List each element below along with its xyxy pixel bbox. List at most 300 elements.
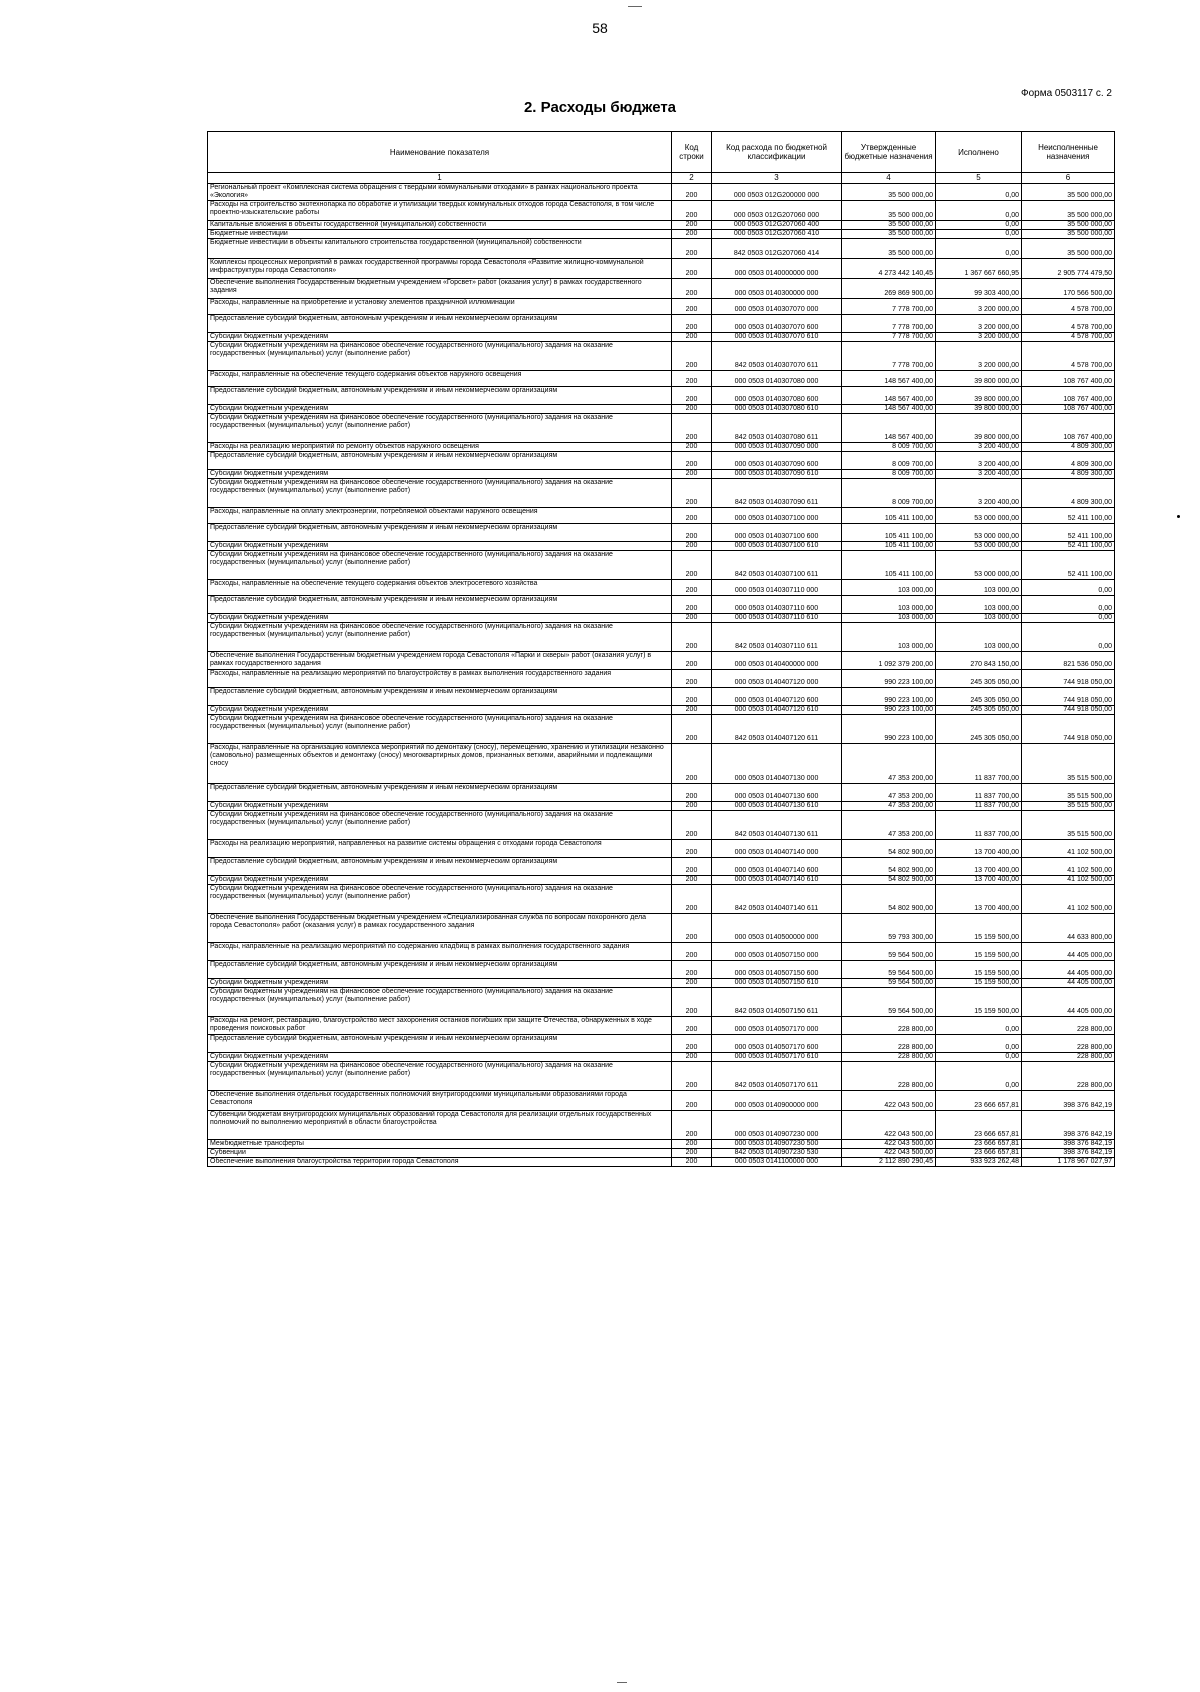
row-name: Расходы на ремонт, реставрацию, благоустройство мест захоронения останков погибших при защите Отечества, обнаруженных в ходе проведения поисковых работ: [208, 1017, 672, 1035]
row-executed: 3 200 400,00: [936, 479, 1022, 508]
row-unexecuted: 228 800,00: [1022, 1035, 1115, 1053]
row-name: Субсидии бюджетным учреждениям: [208, 802, 672, 811]
row-executed: 0,00: [936, 221, 1022, 230]
row-approved: 1 092 379 200,00: [842, 652, 936, 670]
row-approved: 59 564 500,00: [842, 979, 936, 988]
row-executed: 13 700 400,00: [936, 858, 1022, 876]
row-unexecuted: 170 566 500,00: [1022, 279, 1115, 299]
row-name: Бюджетные инвестиции в объекты капитального строительства государственной (муниципальной) собственности: [208, 239, 672, 259]
table-row: [208, 201, 1115, 221]
table-row: [208, 858, 1115, 876]
row-approved: 7 778 700,00: [842, 342, 936, 371]
row-line-code: 200: [672, 1158, 712, 1167]
table-row: [208, 239, 1115, 259]
row-classification-code: 000 0503 0140407140 610: [712, 876, 842, 885]
row-unexecuted: 52 411 100,00: [1022, 524, 1115, 542]
row-line-code: 200: [672, 230, 712, 239]
table-row: [208, 596, 1115, 614]
row-approved: 103 000,00: [842, 623, 936, 652]
row-name: Субсидии бюджетным учреждениям: [208, 470, 672, 479]
table-row: [208, 914, 1115, 943]
row-classification-code: 000 0503 0140307090 000: [712, 443, 842, 452]
table-row: [208, 184, 1115, 201]
row-classification-code: 000 0503 0140307100 000: [712, 508, 842, 524]
table-row: [208, 524, 1115, 542]
row-classification-code: 000 0503 0140307070 600: [712, 315, 842, 333]
row-executed: 15 159 500,00: [936, 914, 1022, 943]
row-executed: 11 837 700,00: [936, 744, 1022, 784]
row-executed: 0,00: [936, 1035, 1022, 1053]
row-unexecuted: 4 809 300,00: [1022, 452, 1115, 470]
table-row: [208, 452, 1115, 470]
row-approved: 47 353 200,00: [842, 811, 936, 840]
column-number: 5: [936, 173, 1022, 184]
row-line-code: 200: [672, 623, 712, 652]
row-executed: 53 000 000,00: [936, 508, 1022, 524]
row-classification-code: 000 0503 0140000000 000: [712, 259, 842, 279]
row-unexecuted: 228 800,00: [1022, 1053, 1115, 1062]
row-line-code: 200: [672, 961, 712, 979]
row-classification-code: 000 0503 012G207060 410: [712, 230, 842, 239]
row-executed: 3 200 000,00: [936, 342, 1022, 371]
row-line-code: 200: [672, 988, 712, 1017]
row-name: Расходы, направленные на организацию комплекса мероприятий по демонтажу (сносу), перемещению, хранению и утилизации незаконно (самовольно) размещенных объектов и демонтажу (сносу) многоквартирных домов, признанных ветхими, аварийными и подлежащими сносу: [208, 744, 672, 784]
row-classification-code: 000 0503 0140307100 600: [712, 524, 842, 542]
row-classification-code: 000 0503 0140507150 000: [712, 943, 842, 961]
row-classification-code: 842 0503 0140307110 611: [712, 623, 842, 652]
row-line-code: 200: [672, 333, 712, 342]
row-classification-code: 000 0503 0140407130 000: [712, 744, 842, 784]
row-approved: 148 567 400,00: [842, 387, 936, 405]
row-unexecuted: 821 536 050,00: [1022, 652, 1115, 670]
table-row: [208, 279, 1115, 299]
row-name: Обеспечение выполнения отдельных государственных полномочий внутригородскими муниципальными образованиями города Севастополя: [208, 1091, 672, 1111]
row-line-code: 200: [672, 943, 712, 961]
row-approved: 422 043 500,00: [842, 1140, 936, 1149]
row-unexecuted: 52 411 100,00: [1022, 508, 1115, 524]
table-body: [208, 184, 1115, 1167]
table-row: [208, 1053, 1115, 1062]
table-row: [208, 371, 1115, 387]
row-approved: 59 564 500,00: [842, 943, 936, 961]
row-unexecuted: 744 918 050,00: [1022, 670, 1115, 688]
row-name: Субсидии бюджетным учреждениям на финансовое обеспечение государственного (муниципального) задания на оказание государственных (муниципальных) услуг (выполнение работ): [208, 988, 672, 1017]
row-executed: 53 000 000,00: [936, 542, 1022, 551]
row-line-code: 200: [672, 744, 712, 784]
row-unexecuted: 398 376 842,19: [1022, 1149, 1115, 1158]
table-row: [208, 1091, 1115, 1111]
row-name: Субсидии бюджетным учреждениям: [208, 1053, 672, 1062]
row-unexecuted: 41 102 500,00: [1022, 840, 1115, 858]
row-name: Субсидии бюджетным учреждениям на финансовое обеспечение государственного (муниципального) задания на оказание государственных (муниципальных) услуг (выполнение работ): [208, 551, 672, 580]
row-classification-code: 842 0503 0140407140 611: [712, 885, 842, 914]
row-approved: 59 793 300,00: [842, 914, 936, 943]
table-row: [208, 470, 1115, 479]
row-executed: 3 200 000,00: [936, 315, 1022, 333]
row-approved: 422 043 500,00: [842, 1149, 936, 1158]
row-unexecuted: 35 515 500,00: [1022, 744, 1115, 784]
row-approved: 105 411 100,00: [842, 508, 936, 524]
table-row: [208, 623, 1115, 652]
table-row: [208, 706, 1115, 715]
row-approved: 47 353 200,00: [842, 802, 936, 811]
table-row: [208, 551, 1115, 580]
row-executed: 39 800 000,00: [936, 414, 1022, 443]
row-approved: 103 000,00: [842, 614, 936, 623]
row-classification-code: 000 0503 0140300000 000: [712, 279, 842, 299]
row-executed: 245 305 050,00: [936, 706, 1022, 715]
row-line-code: 200: [672, 1053, 712, 1062]
row-unexecuted: 52 411 100,00: [1022, 542, 1115, 551]
row-executed: 0,00: [936, 1062, 1022, 1091]
column-number: 2: [672, 173, 712, 184]
row-approved: 35 500 000,00: [842, 239, 936, 259]
row-classification-code: 842 0503 0140407120 611: [712, 715, 842, 744]
row-classification-code: 000 0503 0140307100 610: [712, 542, 842, 551]
row-classification-code: 842 0503 0140307100 611: [712, 551, 842, 580]
row-executed: 0,00: [936, 239, 1022, 259]
row-unexecuted: 2 905 774 479,50: [1022, 259, 1115, 279]
row-line-code: 200: [672, 452, 712, 470]
row-name: Обеспечение выполнения Государственным бюджетным учреждением города Севастополя «Парки и скверы» работ (оказания услуг) в рамках государственного задания: [208, 652, 672, 670]
row-unexecuted: 744 918 050,00: [1022, 688, 1115, 706]
row-name: Предоставление субсидий бюджетным, автономным учреждениям и иным некоммерческим организациям: [208, 784, 672, 802]
row-line-code: 200: [672, 858, 712, 876]
table-row: [208, 387, 1115, 405]
row-name: Субсидии бюджетным учреждениям на финансовое обеспечение государственного (муниципального) задания на оказание государственных (муниципальных) услуг (выполнение работ): [208, 342, 672, 371]
row-executed: 23 666 657,81: [936, 1140, 1022, 1149]
row-approved: 2 112 890 290,45: [842, 1158, 936, 1167]
row-executed: 3 200 400,00: [936, 470, 1022, 479]
row-executed: 3 200 000,00: [936, 299, 1022, 315]
row-executed: 15 159 500,00: [936, 943, 1022, 961]
row-line-code: 200: [672, 542, 712, 551]
row-unexecuted: 4 578 700,00: [1022, 299, 1115, 315]
table-row: [208, 876, 1115, 885]
row-approved: 8 009 700,00: [842, 452, 936, 470]
row-approved: 35 500 000,00: [842, 184, 936, 201]
header-executed: Исполнено: [936, 132, 1022, 173]
row-name: Предоставление субсидий бюджетным, автономным учреждениям и иным некоммерческим организациям: [208, 387, 672, 405]
row-approved: 105 411 100,00: [842, 524, 936, 542]
header-name: Наименование показателя: [208, 132, 672, 173]
row-classification-code: 000 0503 0140307090 610: [712, 470, 842, 479]
row-line-code: 200: [672, 524, 712, 542]
row-classification-code: 000 0503 0140507170 000: [712, 1017, 842, 1035]
row-unexecuted: 41 102 500,00: [1022, 858, 1115, 876]
row-approved: 228 800,00: [842, 1053, 936, 1062]
row-classification-code: 000 0503 0140407140 600: [712, 858, 842, 876]
row-line-code: 200: [672, 315, 712, 333]
row-executed: 3 200 400,00: [936, 452, 1022, 470]
row-name: Расходы, направленные на реализацию мероприятий по благоустройству в рамках выполнения государственного задания: [208, 670, 672, 688]
row-executed: 103 000,00: [936, 580, 1022, 596]
row-classification-code: 842 0503 0140407130 611: [712, 811, 842, 840]
row-executed: 0,00: [936, 230, 1022, 239]
scan-mark-top: [628, 6, 642, 7]
row-classification-code: 000 0503 0140307070 000: [712, 299, 842, 315]
table-row: [208, 580, 1115, 596]
row-classification-code: 000 0503 0140307080 600: [712, 387, 842, 405]
row-name: Субсидии бюджетным учреждениям: [208, 876, 672, 885]
row-classification-code: 000 0503 0140500000 000: [712, 914, 842, 943]
row-name: Бюджетные инвестиции: [208, 230, 672, 239]
row-executed: 103 000,00: [936, 623, 1022, 652]
row-line-code: 200: [672, 715, 712, 744]
row-approved: 8 009 700,00: [842, 479, 936, 508]
row-unexecuted: 35 500 000,00: [1022, 230, 1115, 239]
expenses-table: [207, 131, 1115, 1167]
row-line-code: 200: [672, 1035, 712, 1053]
row-line-code: 200: [672, 580, 712, 596]
row-executed: 11 837 700,00: [936, 811, 1022, 840]
row-name: Субсидии бюджетным учреждениям: [208, 979, 672, 988]
header-line-code: Код строки: [672, 132, 712, 173]
row-unexecuted: 4 578 700,00: [1022, 315, 1115, 333]
row-unexecuted: 744 918 050,00: [1022, 715, 1115, 744]
row-line-code: 200: [672, 840, 712, 858]
row-executed: 15 159 500,00: [936, 961, 1022, 979]
row-line-code: 200: [672, 299, 712, 315]
row-name: Субвенции бюджетам внутригородских муниципальных образований города Севастополя для реализации отдельных государственных полномочий по выполнению мероприятий в области благоустройства: [208, 1111, 672, 1140]
row-classification-code: 000 0503 012G207060 000: [712, 201, 842, 221]
row-executed: 11 837 700,00: [936, 802, 1022, 811]
row-unexecuted: 35 515 500,00: [1022, 811, 1115, 840]
row-executed: 23 666 657,81: [936, 1091, 1022, 1111]
row-unexecuted: 35 500 000,00: [1022, 221, 1115, 230]
row-line-code: 200: [672, 371, 712, 387]
row-approved: 148 567 400,00: [842, 414, 936, 443]
row-unexecuted: 44 405 000,00: [1022, 988, 1115, 1017]
row-classification-code: 842 0503 0140507170 611: [712, 1062, 842, 1091]
row-classification-code: 000 0503 0140900000 000: [712, 1091, 842, 1111]
header-classification-code: Код расхода по бюджетной классификации: [712, 132, 842, 173]
row-name: Расходы, направленные на приобретение и установку элементов праздничной иллюминации: [208, 299, 672, 315]
row-executed: 3 200 000,00: [936, 333, 1022, 342]
row-line-code: 200: [672, 551, 712, 580]
row-line-code: 200: [672, 1140, 712, 1149]
row-unexecuted: 4 809 300,00: [1022, 443, 1115, 452]
row-line-code: 200: [672, 652, 712, 670]
row-line-code: 200: [672, 811, 712, 840]
scan-mark-dot: [1177, 515, 1180, 518]
row-name: Субвенции: [208, 1149, 672, 1158]
row-executed: 15 159 500,00: [936, 979, 1022, 988]
row-name: Региональный проект «Комплексная система обращения с твердыми коммунальными отходами» в рамках национального проекта «Экология»: [208, 184, 672, 201]
row-name: Расходы на строительство экотехнопарка по обработке и утилизации твердых коммунальных отходов города Севастополя, в том числе проектно-изыскательские работы: [208, 201, 672, 221]
row-approved: 103 000,00: [842, 580, 936, 596]
row-line-code: 200: [672, 1111, 712, 1140]
row-approved: 59 564 500,00: [842, 961, 936, 979]
row-unexecuted: 228 800,00: [1022, 1062, 1115, 1091]
table-row: [208, 1111, 1115, 1140]
row-name: Предоставление субсидий бюджетным, автономным учреждениям и иным некоммерческим организациям: [208, 858, 672, 876]
row-unexecuted: 35 515 500,00: [1022, 802, 1115, 811]
row-name: Обеспечение выполнения Государственным бюджетным учреждением «Специализированная служба по вопросам похоронного дела города Севастополя» работ (оказания услуг) в рамках государственного задания: [208, 914, 672, 943]
row-line-code: 200: [672, 479, 712, 508]
row-name: Субсидии бюджетным учреждениям: [208, 614, 672, 623]
row-approved: 54 802 900,00: [842, 840, 936, 858]
table-row: [208, 802, 1115, 811]
row-unexecuted: 35 515 500,00: [1022, 784, 1115, 802]
row-executed: 245 305 050,00: [936, 688, 1022, 706]
row-name: Субсидии бюджетным учреждениям на финансовое обеспечение государственного (муниципального) задания на оказание государственных (муниципальных) услуг (выполнение работ): [208, 885, 672, 914]
row-unexecuted: 4 578 700,00: [1022, 333, 1115, 342]
row-approved: 7 778 700,00: [842, 299, 936, 315]
row-classification-code: 000 0503 0140400000 000: [712, 652, 842, 670]
row-name: Комплексы процессных мероприятий в рамках государственной программы города Севастополя «Развитие жилищно-коммунальной инфраструктуры города Севастополя»: [208, 259, 672, 279]
table-row: [208, 405, 1115, 414]
table-row: [208, 715, 1115, 744]
row-line-code: 200: [672, 342, 712, 371]
row-line-code: 200: [672, 1062, 712, 1091]
row-classification-code: 842 0503 0140307090 611: [712, 479, 842, 508]
row-name: Предоставление субсидий бюджетным, автономным учреждениям и иным некоммерческим организациям: [208, 961, 672, 979]
row-classification-code: 000 0503 0140507170 610: [712, 1053, 842, 1062]
table-row: [208, 342, 1115, 371]
row-name: Субсидии бюджетным учреждениям: [208, 542, 672, 551]
table-row: [208, 988, 1115, 1017]
row-name: Субсидии бюджетным учреждениям: [208, 405, 672, 414]
row-classification-code: 000 0503 0140307090 600: [712, 452, 842, 470]
row-approved: 990 223 100,00: [842, 715, 936, 744]
row-name: Расходы на реализацию мероприятий, направленных на развитие системы обращения с отходами города Севастополя: [208, 840, 672, 858]
table-row: [208, 1017, 1115, 1035]
row-executed: 103 000,00: [936, 614, 1022, 623]
row-name: Предоставление субсидий бюджетным, автономным учреждениям и иным некоммерческим организациям: [208, 315, 672, 333]
row-unexecuted: 41 102 500,00: [1022, 876, 1115, 885]
row-unexecuted: 398 376 842,19: [1022, 1111, 1115, 1140]
row-executed: 0,00: [936, 201, 1022, 221]
row-classification-code: 000 0503 0140407120 000: [712, 670, 842, 688]
row-name: Обеспечение выполнения Государственным бюджетным учреждением «Горсвет» работ (оказания услуг) в рамках государственного задания: [208, 279, 672, 299]
row-executed: 53 000 000,00: [936, 551, 1022, 580]
row-executed: 39 800 000,00: [936, 405, 1022, 414]
row-unexecuted: 108 767 400,00: [1022, 414, 1115, 443]
row-unexecuted: 228 800,00: [1022, 1017, 1115, 1035]
column-number: 4: [842, 173, 936, 184]
row-line-code: 200: [672, 876, 712, 885]
table-row: [208, 508, 1115, 524]
column-number: 3: [712, 173, 842, 184]
row-unexecuted: 35 500 000,00: [1022, 184, 1115, 201]
row-approved: 54 802 900,00: [842, 876, 936, 885]
row-name: Субсидии бюджетным учреждениям на финансовое обеспечение государственного (муниципального) задания на оказание государственных (муниципальных) услуг (выполнение работ): [208, 414, 672, 443]
document-title: 2. Расходы бюджета: [523, 99, 677, 116]
table-row: [208, 299, 1115, 315]
row-executed: 3 200 400,00: [936, 443, 1022, 452]
row-classification-code: 842 0503 0140907230 530: [712, 1149, 842, 1158]
row-name: Расходы, направленные на обеспечение текущего содержания объектов электросетевого хозяйства: [208, 580, 672, 596]
row-classification-code: 000 0503 0140507150 610: [712, 979, 842, 988]
row-line-code: 200: [672, 706, 712, 715]
row-approved: 105 411 100,00: [842, 542, 936, 551]
row-line-code: 200: [672, 239, 712, 259]
row-approved: 148 567 400,00: [842, 405, 936, 414]
row-executed: 13 700 400,00: [936, 840, 1022, 858]
table-row: [208, 784, 1115, 802]
row-name: Предоставление субсидий бюджетным, автономным учреждениям и иным некоммерческим организациям: [208, 524, 672, 542]
row-name: Субсидии бюджетным учреждениям: [208, 706, 672, 715]
scan-mark-bottom: [617, 1682, 627, 1683]
row-classification-code: 000 0503 0140407120 610: [712, 706, 842, 715]
row-line-code: 200: [672, 201, 712, 221]
row-classification-code: 000 0503 0140407130 600: [712, 784, 842, 802]
table-row: [208, 744, 1115, 784]
table-row: [208, 479, 1115, 508]
row-line-code: 200: [672, 1149, 712, 1158]
row-executed: 23 666 657,81: [936, 1149, 1022, 1158]
row-unexecuted: 4 809 300,00: [1022, 479, 1115, 508]
row-unexecuted: 44 633 800,00: [1022, 914, 1115, 943]
row-unexecuted: 44 405 000,00: [1022, 979, 1115, 988]
row-executed: 1 367 667 660,95: [936, 259, 1022, 279]
row-line-code: 200: [672, 688, 712, 706]
row-approved: 4 273 442 140,45: [842, 259, 936, 279]
table-row: [208, 979, 1115, 988]
row-unexecuted: 41 102 500,00: [1022, 885, 1115, 914]
row-approved: 7 778 700,00: [842, 333, 936, 342]
row-classification-code: 842 0503 0140307070 611: [712, 342, 842, 371]
row-approved: 47 353 200,00: [842, 784, 936, 802]
row-unexecuted: 35 500 000,00: [1022, 239, 1115, 259]
row-unexecuted: 108 767 400,00: [1022, 387, 1115, 405]
row-approved: 228 800,00: [842, 1035, 936, 1053]
row-line-code: 200: [672, 470, 712, 479]
row-unexecuted: 52 411 100,00: [1022, 551, 1115, 580]
table-row: [208, 961, 1115, 979]
row-classification-code: 000 0503 0140307070 610: [712, 333, 842, 342]
row-name: Расходы, направленные на обеспечение текущего содержания объектов наружного освещения: [208, 371, 672, 387]
row-executed: 933 923 262,48: [936, 1158, 1022, 1167]
row-executed: 270 843 150,00: [936, 652, 1022, 670]
row-executed: 15 159 500,00: [936, 988, 1022, 1017]
row-name: Субсидии бюджетным учреждениям на финансовое обеспечение государственного (муниципального) задания на оказание государственных (муниципальных) услуг (выполнение работ): [208, 811, 672, 840]
row-approved: 103 000,00: [842, 596, 936, 614]
row-line-code: 200: [672, 885, 712, 914]
row-classification-code: 000 0503 0141100000 000: [712, 1158, 842, 1167]
row-executed: 13 700 400,00: [936, 876, 1022, 885]
row-executed: 99 303 400,00: [936, 279, 1022, 299]
row-name: Предоставление субсидий бюджетным, автономным учреждениям и иным некоммерческим организациям: [208, 688, 672, 706]
row-name: Расходы на реализацию мероприятий по ремонту объектов наружного освещения: [208, 443, 672, 452]
row-line-code: 200: [672, 221, 712, 230]
row-classification-code: 842 0503 0140507150 611: [712, 988, 842, 1017]
row-unexecuted: 44 405 000,00: [1022, 943, 1115, 961]
row-approved: 422 043 500,00: [842, 1111, 936, 1140]
row-approved: 990 223 100,00: [842, 706, 936, 715]
row-approved: 228 800,00: [842, 1062, 936, 1091]
row-classification-code: 000 0503 0140907230 500: [712, 1140, 842, 1149]
row-approved: 990 223 100,00: [842, 670, 936, 688]
table-row: [208, 840, 1115, 858]
row-classification-code: 000 0503 0140907230 000: [712, 1111, 842, 1140]
table-row: [208, 885, 1115, 914]
row-approved: 59 564 500,00: [842, 988, 936, 1017]
row-classification-code: 000 0503 0140307110 610: [712, 614, 842, 623]
table-row: [208, 811, 1115, 840]
row-line-code: 200: [672, 387, 712, 405]
row-name: Предоставление субсидий бюджетным, автономным учреждениям и иным некоммерческим организациям: [208, 596, 672, 614]
row-unexecuted: 108 767 400,00: [1022, 405, 1115, 414]
table-row: [208, 688, 1115, 706]
table-row: [208, 259, 1115, 279]
row-approved: 7 778 700,00: [842, 315, 936, 333]
row-line-code: 200: [672, 259, 712, 279]
row-executed: 39 800 000,00: [936, 387, 1022, 405]
row-line-code: 200: [672, 670, 712, 688]
row-unexecuted: 0,00: [1022, 623, 1115, 652]
